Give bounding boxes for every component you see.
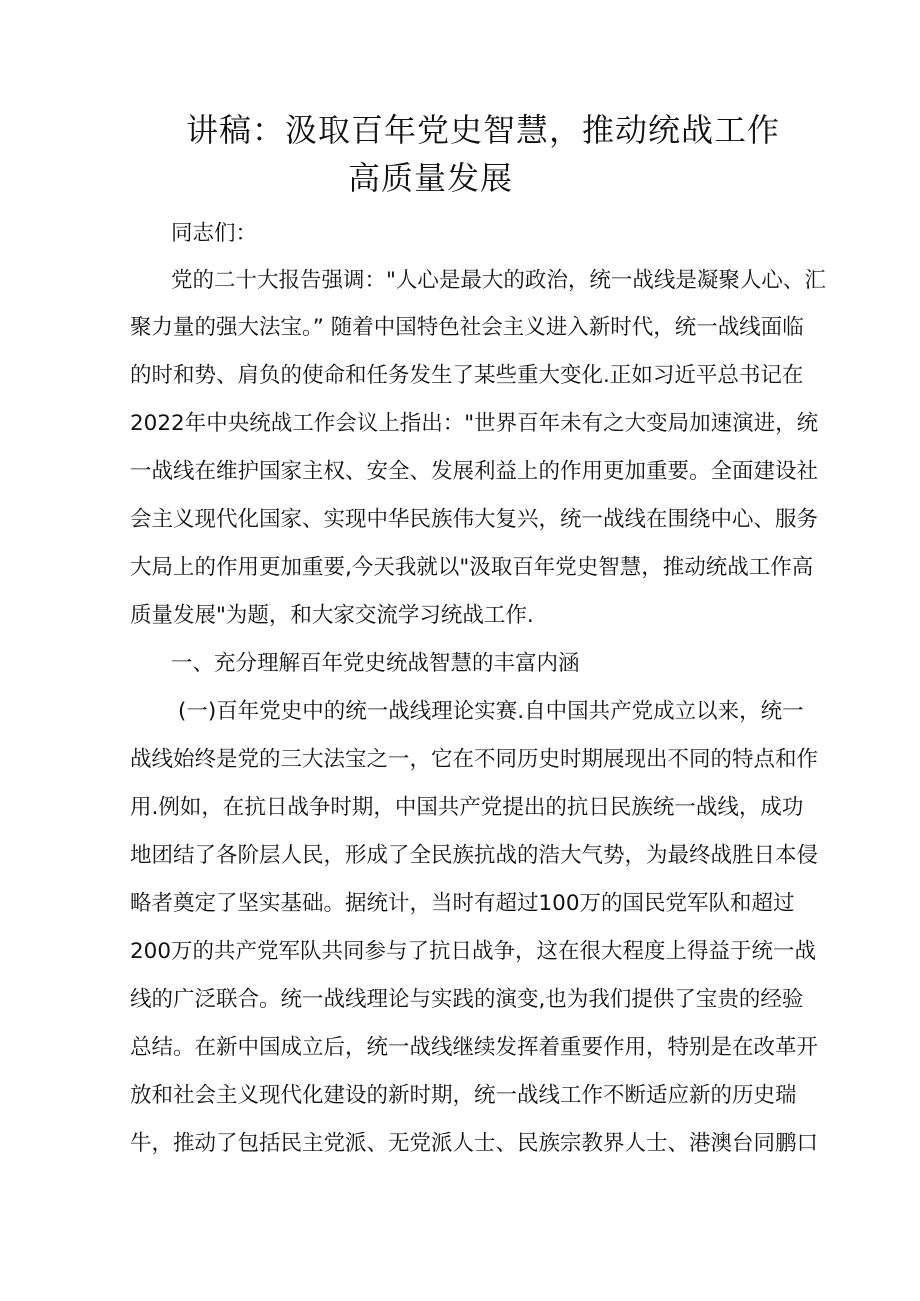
paragraph-line: 聚力量的强大法宝。” 随着中国特色社会主义进入新时代，统一战线面临: [130, 315, 804, 340]
paragraph-line: 大局上的作用更加重要,今天我就以"汲取百年党史智慧，推动统战工作高: [130, 555, 814, 580]
paragraph-line: 200万的共产党军队共同参与了抗日战争，这在很大程度上得益于统一战: [130, 939, 817, 964]
paragraph-line: (一)百年党史中的统一战线理论实赛.自中国共产党成立以来，统一: [178, 699, 804, 724]
paragraph-line: 质量发展"为题，和大家交流学习统战工作.: [130, 603, 534, 628]
paragraph-line: 战线始终是党的三大法宝之一，它在不同历史时期展现出不同的特点和作: [130, 747, 819, 772]
paragraph-line: 党的二十大报告强调："人心是最大的政治，统一战线是凝聚人心、汇: [171, 268, 826, 293]
paragraph-line: 放和社会主义现代化建设的新时期，统一战线工作不断适应新的历史瑞: [130, 1083, 797, 1108]
salutation: 同志们：: [171, 221, 258, 246]
section-heading: 一、充分理解百年党史统战智慧的丰富内涵: [171, 651, 580, 676]
paragraph-line: 会主义现代化国家、实现中华民族伟大复兴，统一战线在围绕中心、服务: [130, 507, 819, 532]
paragraph-line: 用.例如，在抗日战争时期，中国共产党提出的抗日民族统一战线，成功: [130, 795, 804, 820]
paragraph-line: 一战线在维护国家主权、安全、发展利益上的作用更加重要。全面建设社: [130, 459, 819, 484]
paragraph-line: 略者奠定了坚实基础。据统计，当时有超过100万的国民党军队和超过: [130, 891, 795, 916]
paragraph-line: 地团结了各阶层人民，形成了全民族抗战的浩大气势，为最终战胜日本侵: [130, 843, 819, 868]
paragraph-line: 总结。在新中国成立后，统一战线继续发挥着重要作用，特别是在改革开: [130, 1035, 819, 1060]
paragraph-line: 牛，推动了包括民主党派、无党派人士、民族宗教界人士、港澳台同鹏口: [130, 1131, 819, 1156]
paragraph-line: 线的广泛联合。统一战线理论与实践的演变,也为我们提供了宝贵的经验: [130, 987, 804, 1012]
paragraph-line: 2022年中央统战工作会议上指出："世界百年未有之大变局加速演进，统: [130, 411, 819, 436]
paragraph-line: 的时和势、肩负的使命和任务发生了某些重大变化.正如习近平总书记在: [130, 363, 804, 388]
document-title-line-1: 讲稿：汲取百年党史智慧，推动统战工作: [186, 111, 781, 149]
document-title-line-2: 高质量发展: [348, 159, 514, 197]
